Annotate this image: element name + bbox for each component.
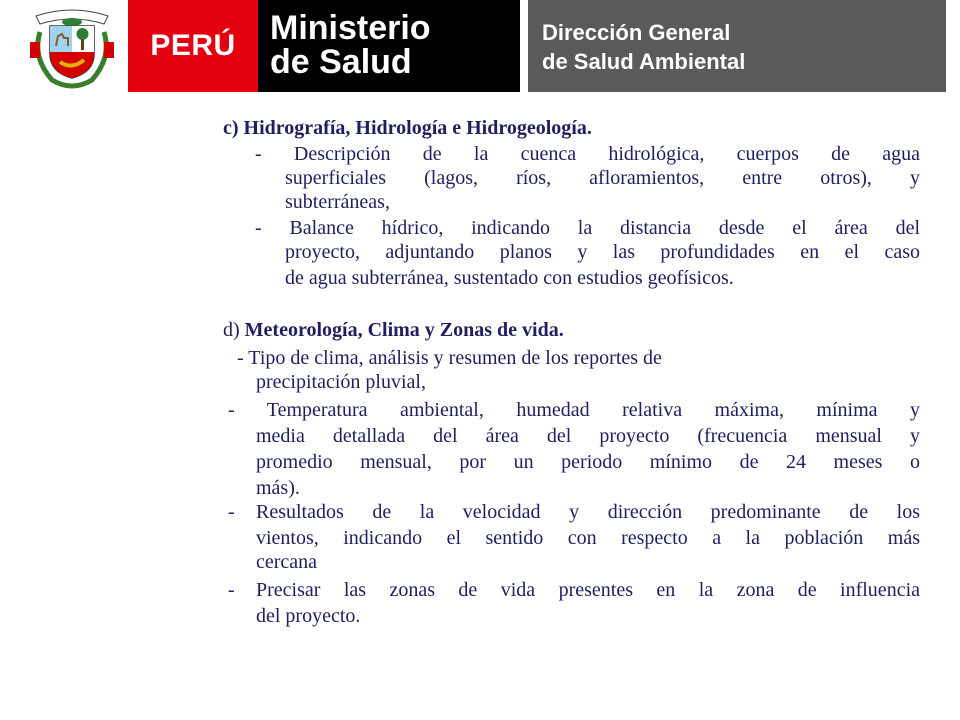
section-c-item2-line3: de agua subterránea, sustentado con estudios geofísicos. xyxy=(285,267,734,289)
section-d-heading-title: Meteorología, Clima y Zonas de vida. xyxy=(244,319,564,341)
section-d-item3-line2: vientos, indicando el sentido con respecto a la población más xyxy=(256,527,920,549)
section-d-item3-line3: cercana xyxy=(256,551,318,573)
ministry-title-line1: Ministerio xyxy=(270,9,431,47)
section-c-heading: c) Hidrografía, Hidrología e Hidrogeología. xyxy=(223,117,592,139)
section-d-item4-line1: Precisar las zonas de vida presentes en la zona de influencia xyxy=(256,579,920,601)
direction-title-line2: de Salud Ambiental xyxy=(542,49,746,74)
section-d-item1-line2: precipitación pluvial, xyxy=(256,371,426,393)
section-d-item2-line2: media detallada del área del proyecto (frecuencia mensual y xyxy=(256,425,920,447)
country-name: PERÚ xyxy=(150,29,236,62)
section-d-item4-dash: - xyxy=(228,579,235,601)
direction-title-line1: Dirección General xyxy=(542,20,731,45)
section-d-item1-line1: - Tipo de clima, análisis y resumen de los reportes de xyxy=(237,347,662,369)
section-d-item2-line3: promedio mensual, por un periodo mínimo de 24 meses o xyxy=(256,451,920,473)
section-d-item3-line1: Resultados de la velocidad y dirección predominante de los xyxy=(256,501,920,523)
section-d-heading-prefix: d) xyxy=(223,319,240,341)
section-d-item2-line4: más). xyxy=(256,477,300,499)
section-c-item2-line1: - Balance hídrico, indicando la distancia desde el área del xyxy=(255,217,920,239)
section-d-heading xyxy=(223,318,564,342)
section-d-item2-line1: - Temperatura ambiental, humedad relativa máxima, mínima y xyxy=(228,399,920,421)
section-c-item2-line2: proyecto, adjuntando planos y las profundidades en el caso xyxy=(285,241,920,263)
section-d-item4-line2: del proyecto. xyxy=(256,605,361,627)
section-c-item1-line2: superficiales (lagos, ríos, afloramientos, entre otros), y xyxy=(285,167,920,189)
section-c-item1-line3: subterráneas, xyxy=(285,191,390,213)
ministry-title-line2: de Salud xyxy=(270,43,412,81)
section-c-item1-line1: - Descripción de la cuenca hidrológica, cuerpos de agua xyxy=(255,143,920,165)
section-d-item3-dash: - xyxy=(228,501,235,523)
